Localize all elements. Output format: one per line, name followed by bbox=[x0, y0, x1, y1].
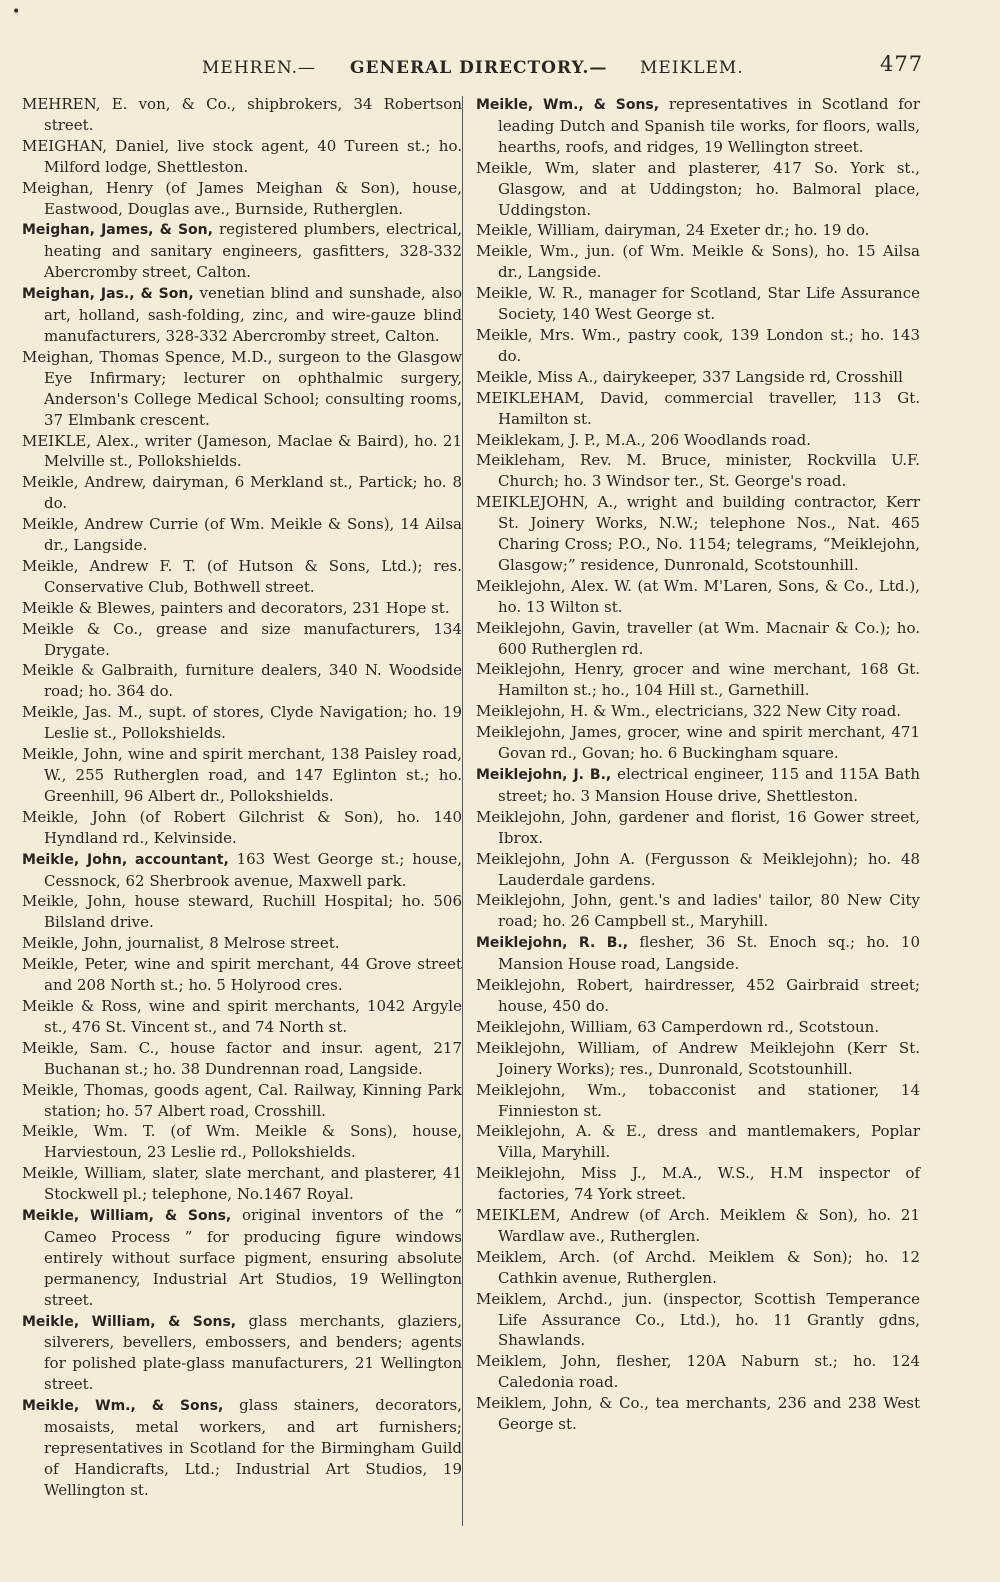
page-mark: • bbox=[12, 4, 21, 20]
left-column bbox=[22, 94, 462, 1501]
header-left: MEHREN.— bbox=[202, 58, 317, 78]
entry-text: glass stainers, decorators, mosaists, metal workers, and art furnishers; representatives in Scotland for the Birmingham Guild of Handicrafts, Ltd.; Industrial Art Studios, 19 Wellington st. bbox=[44, 1396, 462, 1499]
directory-entry bbox=[22, 136, 462, 178]
entry-text: Meikleham, Rev. M. Bruce, minister, Rockvilla U.F. Church; ho. 3 Windsor ter., St. George's road. bbox=[476, 451, 920, 491]
directory-entry bbox=[22, 598, 462, 619]
directory-entry bbox=[476, 1351, 920, 1393]
entry-text: Meikle, John, journalist, 8 Melrose street. bbox=[22, 934, 340, 953]
directory-entry bbox=[476, 450, 920, 492]
directory-entry bbox=[476, 849, 920, 891]
directory-entry bbox=[476, 659, 920, 701]
entry-text: Meikle & Galbraith, furniture dealers, 340 N. Woodside road; ho. 364 do. bbox=[22, 661, 462, 701]
directory-entry bbox=[22, 1121, 462, 1163]
entry-text: Meikle, Mrs. Wm., pastry cook, 139 London st.; ho. 143 do. bbox=[476, 325, 920, 365]
entry-text: glass merchants, glaziers, silverers, bevellers, embossers, and benders; agents for polished plate-glass manufacturers, 21 Wellington street. bbox=[44, 1311, 463, 1394]
entry-bold-name: Meiklejohn, J. B., bbox=[476, 767, 612, 783]
directory-entry bbox=[476, 932, 920, 975]
directory-entry bbox=[476, 94, 920, 158]
directory-entry bbox=[22, 1163, 462, 1205]
directory-entry bbox=[476, 1393, 920, 1435]
directory-entry bbox=[476, 975, 920, 1017]
entry-text: Meiklejohn, Henry, grocer and wine merchant, 168 Gt. Hamilton st.; ho., 104 Hill st., Garnethill. bbox=[476, 660, 920, 700]
entry-text: Meikle, Andrew Currie (of Wm. Meikle & Sons), 14 Ailsa dr., Langside. bbox=[22, 515, 462, 555]
entry-text: Meiklejohn, Wm., tobacconist and stationer, 14 Finnieston st. bbox=[476, 1080, 920, 1120]
directory-entry bbox=[476, 388, 920, 430]
column-divider bbox=[462, 96, 463, 1526]
directory-entry bbox=[22, 1311, 462, 1396]
entry-text: Meiklejohn, William, of Andrew Meiklejohn (Kerr St. Joinery Works); res., Dunronald, Scotstounhill. bbox=[476, 1038, 920, 1078]
entry-bold-name: Meikle, William, & Sons, bbox=[22, 1208, 232, 1225]
entry-text: Meiklejohn, Robert, hairdresser, 452 Gairbraid street; house, 450 do. bbox=[476, 976, 920, 1015]
entry-text: Meighan, Thomas Spence, M.D., surgeon to the Glasgow Eye Infirmary; lecturer on ophthalmic surgery, Anderson's College Medical School; consulting rooms, 37 Elmbank crescent. bbox=[22, 347, 462, 429]
entry-text: electrical engineer, 115 and 115A Bath street; ho. 3 Mansion House drive, Shettleston. bbox=[498, 765, 920, 805]
entry-text: Meikle, John (of Robert Gilchrist & Son), ho. 140 Hyndland rd., Kelvinside. bbox=[22, 807, 462, 847]
entry-text: representatives in Scotland for leading Dutch and Spanish tile works, for floors, walls, hearths, roofs, and ridges, 19 Wellington street. bbox=[498, 95, 920, 156]
entry-text: Meikle, Wm. T. (of Wm. Meikle & Sons), house, Harviestoun, 23 Leslie rd., Pollokshields. bbox=[22, 1122, 462, 1162]
directory-entry bbox=[22, 660, 462, 702]
entry-text: Meiklem, John, & Co., tea merchants, 236 and 238 West George st. bbox=[476, 1394, 920, 1434]
entry-text: Meikle & Co., grease and size manufacturers, 134 Drygate. bbox=[22, 619, 462, 659]
directory-entry bbox=[22, 1205, 462, 1311]
directory-entry bbox=[22, 514, 462, 556]
directory-entry bbox=[476, 220, 920, 241]
entry-text: registered plumbers, electrical, heating and sanitary engineers, gasfitters, 328-332 Abercromby street, Calton. bbox=[44, 220, 463, 282]
entry-bold-name: Meikle, Wm., & Sons, bbox=[476, 97, 660, 113]
entry-bold-name: Meighan, James, & Son, bbox=[22, 222, 213, 239]
entry-text: Meikle, Wm, slater and plasterer, 417 So. York st., Glasgow, and at Uddingston; ho. Balmoral place, Uddingston. bbox=[476, 158, 920, 219]
entry-text: Meighan, Henry (of James Meighan & Son), house, Eastwood, Douglas ave., Burnside, Rutherglen. bbox=[22, 178, 462, 218]
entry-text: Meikle, John, wine and spirit merchant, 138 Paisley road, W., 255 Rutherglen road, and 147 Eglinton st.; ho. Greenhill, 96 Albert dr., Pollokshields. bbox=[22, 745, 462, 805]
directory-entry bbox=[22, 283, 462, 347]
entry-text: Meikle, Peter, wine and spirit merchant, 44 Grove street and 208 North st.; ho. 5 Holyrood cres. bbox=[22, 955, 462, 995]
directory-entry bbox=[476, 1038, 920, 1080]
directory-entry bbox=[476, 325, 920, 367]
entry-text: flesher, 36 St. Enoch sq.; ho. 10 Mansion House road, Langside. bbox=[498, 933, 920, 974]
directory-entry bbox=[22, 472, 462, 514]
directory-entry bbox=[476, 890, 920, 932]
directory-entry bbox=[22, 702, 462, 744]
running-header bbox=[20, 50, 924, 80]
entry-text: Meiklejohn, Gavin, traveller (at Wm. Macnair & Co.); ho. 600 Rutherglen rd. bbox=[476, 618, 920, 658]
entry-text: Meiklem, John, flesher, 120A Naburn st.; ho. 124 Caledonia road. bbox=[476, 1352, 920, 1392]
entry-text: Meiklekam, J. P., M.A., 206 Woodlands road. bbox=[476, 430, 812, 449]
entry-text: MEIGHAN, Daniel, live stock agent, 40 Tureen st.; ho. Milford lodge, Shettleston. bbox=[22, 136, 462, 176]
directory-entry bbox=[22, 954, 462, 996]
entry-text: Meikle, W. R., manager for Scotland, Star Life Assurance Society, 140 West George st. bbox=[476, 284, 920, 324]
directory-entry bbox=[476, 618, 920, 660]
directory-entry bbox=[22, 1038, 462, 1080]
directory-entry bbox=[476, 722, 920, 764]
directory-entry bbox=[476, 283, 920, 325]
entry-text: MEIKLEHAM, David, commercial traveller, 113 Gt. Hamilton st. bbox=[476, 388, 920, 428]
header-right: MEIKLEM. bbox=[640, 58, 744, 78]
entry-text: Meiklejohn, Alex. W. (at Wm. M'Laren, Sons, & Co., Ltd.), ho. 13 Wilton st. bbox=[476, 576, 920, 616]
entry-text: 163 West George st.; house, Cessnock, 62 Sherbrook avenue, Maxwell park. bbox=[44, 849, 462, 890]
directory-entry bbox=[476, 367, 920, 388]
directory-entry bbox=[476, 1289, 920, 1352]
entry-text: Meikle, William, slater, slate merchant, and plasterer, 41 Stockwell pl.; telephone, No.1467 Royal. bbox=[22, 1164, 462, 1204]
entry-text: Meiklejohn, James, grocer, wine and spirit merchant, 471 Govan rd., Govan; ho. 6 Buckingham square. bbox=[476, 723, 920, 763]
entry-text: Meiklejohn, Miss J., M.A., W.S., H.M inspector of factories, 74 York street. bbox=[476, 1164, 920, 1204]
directory-entry bbox=[476, 1205, 920, 1247]
entry-text: original inventors of the “ Cameo Process ” for producing figure windows entirely without surface pigment, ensuring absolute permanency, Industrial Art Studios, 19 Wellington street. bbox=[44, 1206, 462, 1309]
entry-text: Meiklem, Arch. (of Archd. Meiklem & Son); ho. 12 Cathkin avenue, Rutherglen. bbox=[476, 1247, 920, 1287]
entry-text: Meiklejohn, H. & Wm., electricians, 322 New City road. bbox=[476, 702, 902, 721]
entry-text: Meikle & Blewes, painters and decorators, 231 Hope st. bbox=[22, 598, 450, 617]
entry-bold-name: Meikle, William, & Sons, bbox=[22, 1313, 237, 1330]
entry-text: Meiklem, Archd., jun. (inspector, Scottish Temperance Life Assurance Co., Ltd.), ho. 11 Grantly gdns, Shawlands. bbox=[476, 1289, 920, 1350]
directory-entry bbox=[476, 158, 920, 221]
directory-entry bbox=[22, 849, 462, 892]
directory-entry bbox=[476, 1247, 920, 1289]
directory-entry bbox=[476, 1017, 920, 1038]
page-number: 477 bbox=[880, 52, 924, 76]
entry-text: Meikle, Andrew, dairyman, 6 Merkland st., Partick; ho. 8 do. bbox=[22, 473, 462, 513]
entry-bold-name: Meikle, John, accountant, bbox=[22, 851, 229, 868]
directory-entry bbox=[476, 492, 920, 576]
directory-entry bbox=[22, 744, 462, 807]
directory-entry bbox=[476, 764, 920, 807]
header-center: GENERAL DIRECTORY.— bbox=[350, 58, 608, 78]
entry-text: Meikle, John, house steward, Ruchill Hospital; ho. 506 Bilsland drive. bbox=[22, 892, 462, 932]
directory-entry bbox=[22, 619, 462, 661]
directory-entry bbox=[476, 430, 920, 451]
entry-text: Meiklejohn, William, 63 Camperdown rd., Scotstoun. bbox=[476, 1017, 880, 1036]
entry-text: MEIKLEM, Andrew (of Arch. Meiklem & Son), ho. 21 Wardlaw ave., Rutherglen. bbox=[476, 1206, 920, 1245]
directory-entry bbox=[476, 1121, 920, 1163]
directory-entry bbox=[22, 94, 462, 136]
entry-text: Meikle, Thomas, goods agent, Cal. Railway, Kinning Park station; ho. 57 Albert road, Crosshill. bbox=[22, 1080, 462, 1120]
entry-text: Meikle, William, dairyman, 24 Exeter dr.; ho. 19 do. bbox=[476, 221, 870, 240]
directory-entry bbox=[22, 178, 462, 220]
entry-text: Meiklejohn, John, gardener and florist, 16 Gower street, Ibrox. bbox=[476, 807, 920, 847]
entry-text: Meiklejohn, John, gent.'s and ladies' tailor, 80 New City road; ho. 26 Campbell st., Maryhill. bbox=[476, 891, 920, 931]
directory-entry bbox=[22, 219, 462, 283]
directory-entry bbox=[22, 556, 462, 598]
entry-bold-name: Meiklejohn, R. B., bbox=[476, 935, 629, 952]
directory-entry bbox=[476, 807, 920, 849]
entry-text: Meikle, Miss A., dairykeeper, 337 Langside rd, Crosshill bbox=[476, 367, 903, 386]
entry-text: Meiklejohn, John A. (Fergusson & Meiklejohn); ho. 48 Lauderdale gardens. bbox=[476, 849, 920, 889]
entry-text: Meikle, Andrew F. T. (of Hutson & Sons, Ltd.); res. Conservative Club, Bothwell street. bbox=[22, 556, 462, 596]
directory-entry bbox=[22, 891, 462, 933]
entry-text: MEHREN, E. von, & Co., shipbrokers, 34 Robertson street. bbox=[22, 95, 462, 134]
entry-text: Meiklejohn, A. & E., dress and mantlemakers, Poplar Villa, Maryhill. bbox=[476, 1122, 920, 1162]
entry-text: venetian blind and sunshade, also art, holland, sash-folding, zinc, and wire-gauze blind manufacturers, 328-332 Abercromby street, Calton. bbox=[44, 284, 462, 345]
entry-bold-name: Meighan, Jas., & Son, bbox=[22, 286, 194, 303]
directory-entry bbox=[22, 933, 462, 954]
entry-text: Meikle & Ross, wine and spirit merchants, 1042 Argyle st., 476 St. Vincent st., and 74 North st. bbox=[22, 996, 462, 1036]
directory-entry bbox=[476, 701, 920, 722]
entry-text: MEIKLEJOHN, A., wright and building contractor, Kerr St. Joinery Works, N.W.; telephone Nos., Nat. 465 Charing Cross; P.O., No. 1154; telegrams, “Meiklejohn, Glasgow;” residence, Dunronald, Scotstounhill. bbox=[476, 493, 920, 574]
entry-text: MEIKLE, Alex., writer (Jameson, Maclae & Baird), ho. 21 Melville st., Pollokshields. bbox=[22, 431, 462, 471]
directory-entry bbox=[22, 1395, 462, 1501]
directory-entry bbox=[476, 1163, 920, 1205]
entry-text: Meikle, Jas. M., supt. of stores, Clyde Navigation; ho. 19 Leslie st., Pollokshields. bbox=[22, 703, 462, 743]
directory-entry bbox=[22, 1080, 462, 1122]
directory-entry bbox=[22, 431, 462, 473]
directory-entry bbox=[476, 241, 920, 283]
entry-bold-name: Meikle, Wm., & Sons, bbox=[22, 1398, 224, 1415]
entry-text: Meikle, Sam. C., house factor and insur. agent, 217 Buchanan st.; ho. 38 Dundrennan road, Langside. bbox=[22, 1038, 462, 1078]
directory-entry bbox=[22, 347, 462, 431]
directory-entry bbox=[476, 576, 920, 618]
directory-entry bbox=[22, 807, 462, 849]
right-column bbox=[476, 94, 920, 1435]
directory-entry bbox=[22, 996, 462, 1038]
directory-entry bbox=[476, 1080, 920, 1122]
entry-text: Meikle, Wm., jun. (of Wm. Meikle & Sons), ho. 15 Ailsa dr., Langside. bbox=[476, 242, 920, 282]
